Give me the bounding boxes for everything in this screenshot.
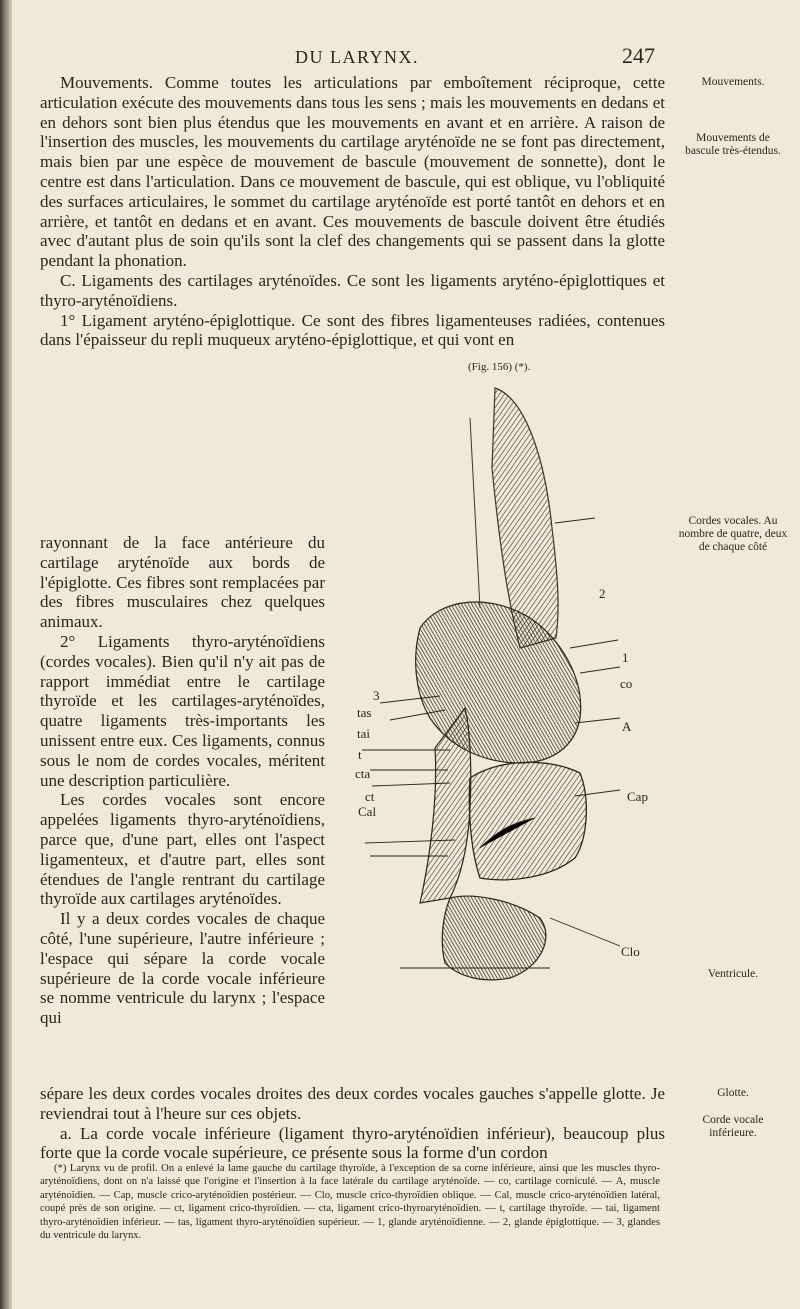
fig-label-2: 2 [599,586,606,601]
text-block-bottom [40,1084,665,1163]
paragraph-glotte: sépare les deux cordes vocales droites des deux cordes vocales gauches s'appelle glotte. Je reviendrai tout à l'heure sur ces objets. [40,1084,665,1123]
binding-edge [0,0,12,1309]
paragraph-rayonnant: rayonnant de la face antérieure du cartilage aryténoïde aux bords de l'épiglotte. Ces fibres sont remplacées par des fibres musculaires chez quelques animaux. [40,533,325,632]
paragraph-ligament-1-text: 1° Ligament aryténo-épiglottique. Ce sont des fibres ligamenteuses radiées, contenues dans l'épaisseur du repli muqueux aryténo-épiglottique, et qui vont en [40,310,665,350]
margin-note-corde-inferieure: Corde vocale inférieure. [702,1114,764,1139]
paragraph-corde-inferieure: a. La corde vocale inférieure (ligament thyro-aryténoïdien inférieur), beaucoup plus forte que la corde vocale supérieure, ce présente sous la forme d'un cordon [40,1123,665,1163]
thyroid-lamina [420,708,471,903]
fig-label-t: t [358,747,362,762]
margin-note-glotte: Glotte. [717,1087,749,1099]
text-column-wrap [40,533,325,1028]
margin-note-bascule: Mouvements de bascule très-étendus. [685,132,781,157]
paragraph-ligament-1 [40,311,665,351]
larynx-figure [320,378,645,1008]
fig-label-tai: tai [357,726,370,741]
figure-caption: (Fig. 156) (*). [468,361,531,373]
margin-note-cordes-vocales: Cordes vocales. Au nombre de quatre, deux de chaque côté [678,515,788,553]
fig-label-cta: cta [355,766,371,781]
footnote [40,1162,660,1242]
fig-label-3: 3 [373,688,380,703]
fig-label-tas: tas [357,705,372,720]
paragraph-mouvements: Mouvements. Comme toutes les articulations par emboîtement réciproque, cette articulation exécute des mouvements dans tous les sens ; mais les mouvements en dedans et en dehors sont bien plus étendus que les mouvements en avant et en arrière. A raison de l'insertion des muscles, les mouvements du cartilage aryténoïde ne se font pas directement, mais bien par une espèce de mouvement de bascule (mouvement de sonnette), dont le centre est dans l'articulation. Dans ce mouvement de bascule, qui est oblique, vu l'obliquité des surfaces articulaires, le sommet du cartilage aryténoïde est porté tantôt en dehors et en arrière, et tantôt en dedans et en avant. Ces mouvements de bascule doivent être étudiés avec d'autant plus de soin qu'ils sont la clef des changements qui se passent dans la glotte pendant la phonation. [40,73,665,271]
fig-label-a: A [622,719,632,734]
fig-label-1: 1 [622,650,629,665]
paragraph-ligaments-heading: C. Ligaments des cartilages aryténoïdes. Ce sont les ligaments aryténo-épiglottiques et thyro-aryténoïdiens. [40,270,665,310]
text-block-top [40,73,665,350]
fig-label-co: co [620,676,633,691]
footnote-text: (*) Larynx vu de profil. On a enlevé la lame gauche du cartilage thyroïde, à l'exception de sa corne inférieure, ainsi que les muscles thyro-aryténoïdiens, dont on n'a laissé que l'origine et l'insertion à la face latérale du cartilage aryténoïde. — co, cartilage corniculé. — A, muscle aryténoïdien. — Cap, muscle crico-aryténoïdien postérieur. — Clo, muscle crico-thyroïdien oblique. — Cal, muscle crico-aryténoïdien latéral, coupé près de son origine. — ct, ligament crico-thyroïdien. — cta, ligament crico-thyroaryténoïdien. — t, cartilage thyroïde. — tai, ligament thyro-aryténoïdien inférieur. — tas, ligament thyro-aryténoïdien supérieur. — 1, glande aryténoïdienne. — 2, glande épiglottique. — 3, glandes du ventricule du larynx. [40,1163,660,1242]
cricoid-cartilage [469,762,586,879]
fig-label-ct: ct [365,789,375,804]
fig-label-clo: Clo [621,944,640,959]
lower-muscle [400,896,550,980]
page-number: 247 [622,43,655,68]
fig-label-cap: Cap [627,789,648,804]
fig-label-cal: Cal [358,804,377,819]
paragraph-cordes-vocales: Les cordes vocales sont encore appelées ligaments thyro-aryténoïdiens, parce que, d'une part, elles ont l'aspect ligamenteux, et d'autre part, elles sont étendues de l'angle rentrant du cartilage thyroïde aux cartilages aryténoïdes. [40,790,325,909]
paragraph-ligaments-thyro: 2° Ligaments thyro-aryténoïdiens (cordes vocales). Bien qu'il n'y ait pas de rapport immédiat entre le cartilage thyroïde et les cartilages-aryténoïdes, quatre ligaments très-importants les unissent entre eux. Ces ligaments, connus sous le nom de cordes vocales, méritent une description particulière. [40,631,325,790]
margin-note-ventricule: Ventricule. [707,968,759,980]
margin-note-mouvements: Mouvements. [701,76,765,88]
running-header: DU LARYNX. [295,47,420,67]
paragraph-deux-cordes: Il y a deux cordes vocales de chaque côté, l'une supérieure, l'autre inférieure ; l'espace qui sépare la corde vocale supérieure de la corde vocale inférieure se nomme ventricule du larynx ; l'espace qui [40,909,325,1028]
